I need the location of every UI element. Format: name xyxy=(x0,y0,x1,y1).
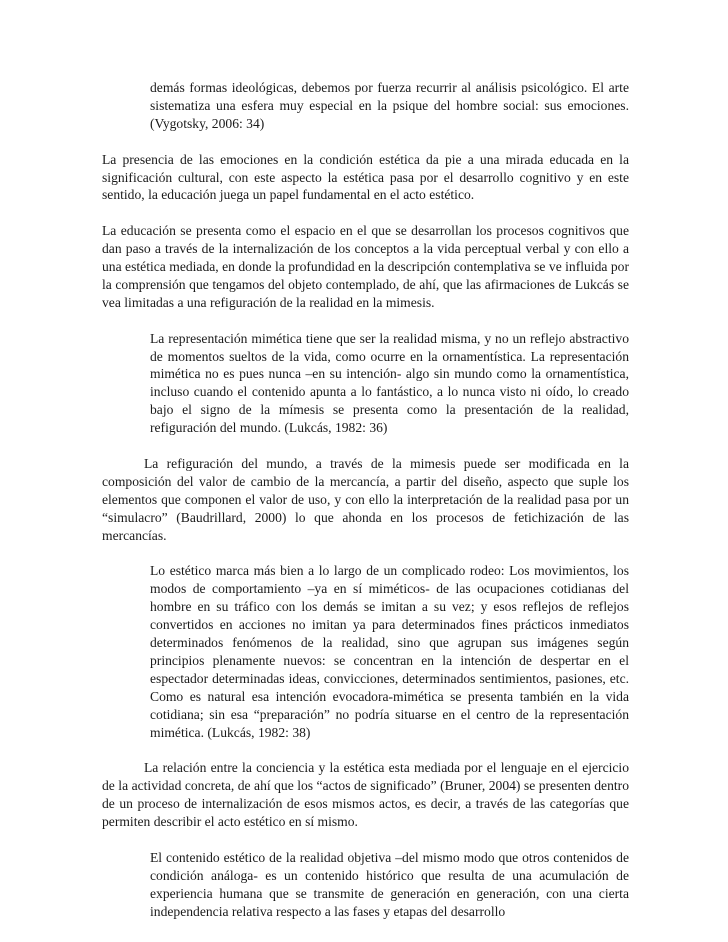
paragraph-educacion: La educación se presenta como el espacio en el que se desarrollan los procesos cognitivos que dan paso a través de la internalización de los conceptos a la vida perceptual verbal y con ello a una estética mediada, en donde la profundidad en la descripción contemplativa se ve influida por la comprensión que tengamos del objeto contemplado, de ahí, que las afirmaciones de Lukcás se vea limitadas a una refiguración de la realidad en la mimesis. xyxy=(102,223,629,310)
paragraph-conciencia: La relación entre la conciencia y la estética esta mediada por el lenguaje en el ejercicio de la actividad concreta, de ahí que los “actos de significado” (Bruner, 2004) se presenten dentro de un proceso de internalización de esos mismos actos, es decir, a través de las categorías que permiten describir el acto estético en sí mismo. xyxy=(102,760,629,830)
paragraph-emociones: La presencia de las emociones en la condición estética da pie a una mirada educada en la significación cultural, con este aspecto la estética pasa por el desarrollo cognitivo y en este sentido, la educación juega un papel fundamental en el acto estético. xyxy=(102,151,629,203)
block-quote-vygotsky: demás formas ideológicas, debemos por fuerza recurrir al análisis psicológico. El arte sistematiza una esfera muy especial en la psique del hombre social: sus emociones. (Vygotsky, 2006: 34) xyxy=(150,80,629,131)
block-quote-lukacs-38: Lo estético marca más bien a lo largo de un complicado rodeo: Los movimientos, los modos de comportamiento –ya en sí miméticos- de las ocupaciones cotidianas del hombre en su tráfico con los demás se imitan a su vez; y esos reflejos de reflejos convertidos en acciones no imitan ya para determinados fines prácticos inmediatos determinados fenómenos de la realidad, sino que agrupan sus imágenes según principios plenamente nuevos: se concentran en la intención de despertar en el espectador determinadas ideas, convicciones, determinados sentimientos, pasiones, etc. Como es natural esa intención evocadora-mimética se presenta también en la vida cotidiana; sin esa “preparación” no podría situarse en el centro de la representación mimética. (Lukcás, 1982: 38) xyxy=(150,563,629,740)
block-quote-lukacs-36: La representación mimética tiene que ser la realidad misma, y no un reflejo abstractivo de momentos sueltos de la vida, como ocurre en la ornamentística. La representación mimética no es pues nunca –en su intención- algo sin mundo como la ornamentística, incluso cuando el contenido apunta a lo fantástico, a lo nunca visto ni oído, lo creado bajo el signo de la mímesis se presenta como la presentación de la realidad, refiguración del mundo. (Lukcás, 1982: 36) xyxy=(150,330,629,436)
document-page xyxy=(102,79,629,920)
paragraph-refiguracion: La refiguración del mundo, a través de la mimesis puede ser modificada en la composición del valor de cambio de la mercancía, a partir del diseño, aspecto que suple los elementos que componen el valor de uso, y con ello la interpretación de la realidad pasa por un “simulacro” (Baudrillard, 2000) lo que ahonda en los procesos de fetichización de las mercancías. xyxy=(102,455,629,543)
block-quote-contenido-estetico: El contenido estético de la realidad objetiva –del mismo modo que otros contenidos de condición análoga- es un contenido histórico que resulta de una acumulación de experiencia humana que se transmite de generación en generación, con una cierta independencia relativa respecto a las fases y etapas del desarrollo xyxy=(150,849,629,919)
